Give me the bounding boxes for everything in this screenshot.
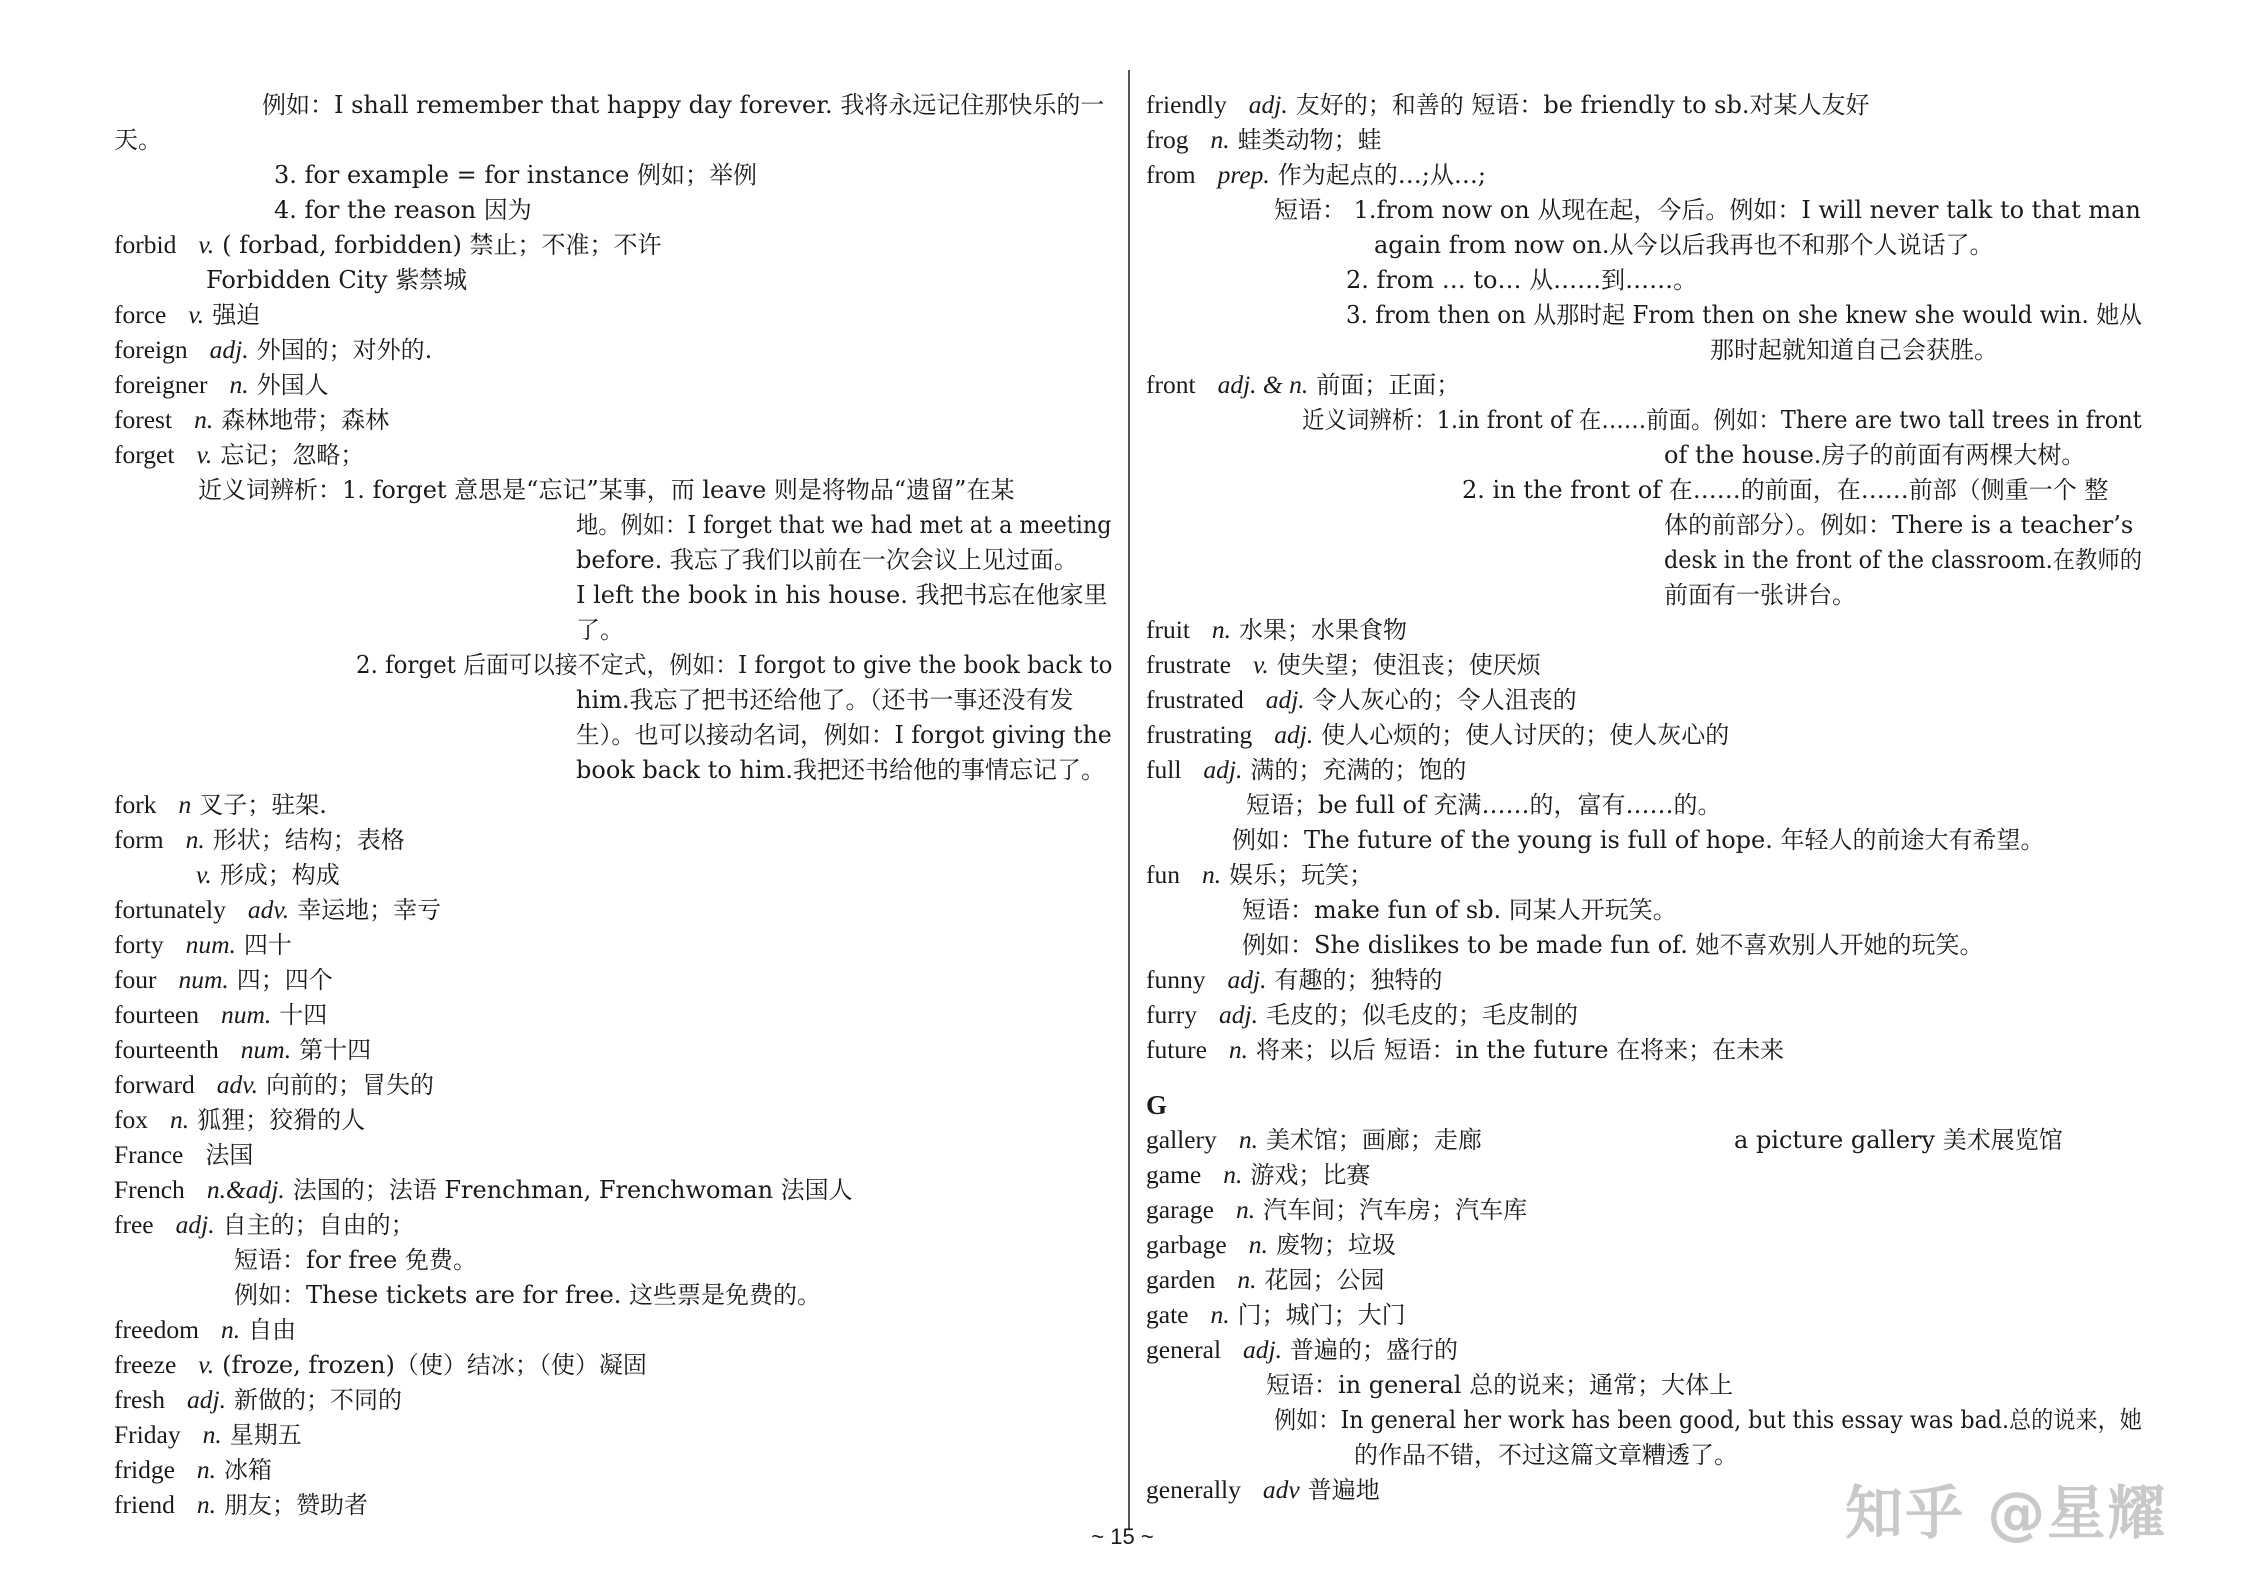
entry-continuation: [576, 578, 1108, 612]
headword: free: [114, 1210, 154, 1239]
dictionary-entry: [1146, 753, 1466, 787]
entry-continuation: [1274, 1403, 2142, 1437]
entry-continuation: [576, 508, 1111, 542]
definition-text: 例如：In general her work has been good, but this essay was bad.总的说来，她: [1274, 1406, 2142, 1434]
definition-text: 例如：These tickets are for free. 这些票是免费的。: [234, 1281, 821, 1309]
definition-text: 近义词辨析：1.in front of 在……前面。例如：There are two tall trees in front: [1302, 406, 2142, 434]
part-of-speech: n.: [196, 1490, 217, 1519]
dictionary-entry: [114, 438, 364, 472]
entry-continuation: [1354, 1438, 1738, 1472]
definition-text: 例如：I shall remember that happy day forever. 我将永远记住那快乐的一: [262, 91, 1105, 119]
definition-text: 四十: [243, 931, 292, 959]
dictionary-entry: [1146, 1193, 1527, 1227]
part-of-speech: n.: [1211, 615, 1232, 644]
headword: frog: [1146, 125, 1189, 154]
entry-continuation: [1462, 473, 2108, 507]
entry-continuation: [1266, 1368, 1733, 1402]
entry-continuation: [576, 613, 624, 647]
dictionary-entry: [1146, 1033, 1784, 1067]
headword: game: [1146, 1160, 1202, 1189]
headword: forget: [114, 440, 175, 469]
column-divider: [1128, 70, 1130, 1530]
definition-text: 自由: [248, 1316, 297, 1344]
definition-text: 2. from … to… 从……到……。: [1346, 266, 1698, 294]
headword: gallery: [1146, 1125, 1217, 1154]
dictionary-entry: [1146, 648, 1541, 682]
headword: garbage: [1146, 1230, 1227, 1259]
entry-continuation: [1710, 333, 1998, 367]
definition-text: (froze, frozen)（使）结冰；（使）凝固: [222, 1351, 647, 1379]
part-of-speech: adj.: [1274, 720, 1314, 749]
headword: fourteenth: [114, 1035, 219, 1064]
definition-text: 令人灰心的；令人沮丧的: [1312, 686, 1577, 714]
entry-continuation: [1664, 508, 2133, 542]
part-of-speech: n.: [229, 370, 249, 399]
definition-text: Forbidden City 紫禁城: [206, 266, 468, 294]
definition-text: 形成；构成: [219, 861, 340, 889]
definition-text: him.我忘了把书还给他了。（还书一事还没有发: [576, 686, 1074, 714]
definition-text: 短语： 1.from now on 从现在起，今后。例如：I will never talk to that man: [1274, 196, 2141, 224]
definition-text: 外国人: [256, 371, 329, 399]
entry-continuation: [198, 473, 1014, 507]
part-of-speech: adj.: [1203, 755, 1243, 784]
definition-text: 满的；充满的；饱的: [1250, 756, 1467, 784]
definition-text: again from now on.从今以后我再也不和那个人说话了。: [1374, 231, 1994, 259]
headword: forty: [114, 930, 164, 959]
definition-text: 毛皮的；似毛皮的；毛皮制的: [1265, 1001, 1578, 1029]
definition-text: ( forbad, forbidden) 禁止；不准；不许: [222, 231, 662, 259]
definition-text: 4. for the reason 因为: [274, 196, 532, 224]
part-of-speech: num.: [178, 965, 229, 994]
dictionary-entry: [114, 1173, 853, 1207]
dictionary-entry: [114, 823, 405, 857]
definition-text: 3. for example = for instance 例如；举例: [274, 161, 757, 189]
headword: four: [114, 965, 157, 994]
part-of-speech: n.: [1223, 1160, 1243, 1189]
part-of-speech: adj. & n.: [1217, 370, 1309, 399]
definition-text: 那时起就知道自己会获胜。: [1710, 336, 1998, 364]
headword: France: [114, 1140, 184, 1169]
headword: fun: [1146, 860, 1180, 889]
dictionary-entry: [114, 788, 327, 822]
entry-continuation: [1232, 823, 2044, 857]
part-of-speech: n.: [1228, 1035, 1249, 1064]
part-of-speech: n.: [1238, 1125, 1258, 1154]
definition-text: 花园；公园: [1264, 1266, 1385, 1294]
definition-text: 近义词辨析：1. forget 意思是“忘记”某事，而 leave 则是将物品“遗留”在某: [198, 476, 1015, 504]
headword: force: [114, 300, 167, 329]
part-of-speech: n.: [1235, 1195, 1256, 1224]
dictionary-entry: [1146, 963, 1442, 997]
entry-continuation: [1664, 543, 2142, 577]
definition-text: 幸运地；幸亏: [297, 896, 442, 924]
dictionary-entry: [114, 1383, 402, 1417]
dictionary-entry: [114, 368, 329, 402]
part-of-speech: adj.: [1218, 1000, 1258, 1029]
definition-text: 普遍地: [1307, 1476, 1380, 1504]
entry-continuation: [1664, 578, 1856, 612]
definition-text: I left the book in his house. 我把书忘在他家里: [576, 581, 1108, 609]
section-letter: G: [1146, 1090, 1168, 1120]
dictionary-entry: [114, 893, 441, 927]
definition-text: 的作品不错，不过这篇文章糟透了。: [1354, 1441, 1738, 1469]
headword: friend: [114, 1490, 175, 1519]
part-of-speech: num.: [185, 930, 236, 959]
part-of-speech: num.: [240, 1035, 292, 1064]
definition-text: 废物；垃圾: [1275, 1231, 1396, 1259]
definition-text: 例如：The future of the young is full of hope. 年轻人的前途大有希望。: [1232, 826, 2045, 854]
dictionary-entry: [114, 1138, 253, 1172]
part-of-speech: adj.: [175, 1210, 215, 1239]
definition-text: 形状；结构；表格: [212, 826, 405, 854]
dictionary-entry: [114, 1033, 371, 1067]
definition-text: 游戏；比赛: [1250, 1161, 1371, 1189]
definition-text: 水果；水果食物: [1239, 616, 1408, 644]
definition-text: 门；城门；大门: [1237, 1301, 1406, 1329]
part-of-speech: adj.: [1265, 685, 1305, 714]
dictionary-entry: [114, 1208, 415, 1242]
dictionary-entry: [1146, 613, 1407, 647]
headword: fresh: [114, 1385, 165, 1414]
part-of-speech: n.: [185, 825, 205, 854]
part-of-speech: v.: [1252, 650, 1269, 679]
dictionary-entry: [1146, 718, 1729, 752]
part-of-speech: n.: [1237, 1265, 1257, 1294]
definition-text: 短语：make fun of sb. 同某人开玩笑。: [1242, 896, 1677, 924]
dictionary-entry: [114, 1348, 647, 1382]
definition-text: 作为起点的…;从…;: [1277, 161, 1486, 189]
headword: garage: [1146, 1195, 1214, 1224]
headword: freeze: [114, 1350, 177, 1379]
entry-continuation: [234, 1278, 821, 1312]
dictionary-entry: [114, 1418, 302, 1452]
dictionary-entry: [114, 403, 389, 437]
headword: forward: [114, 1070, 195, 1099]
part-of-speech: adj.: [186, 1385, 226, 1414]
part-of-speech: adj.: [1227, 965, 1267, 994]
dictionary-entry: [1146, 1298, 1406, 1332]
entry-continuation: [356, 648, 1112, 682]
definition-text: 十四: [279, 1001, 328, 1029]
entry-continuation: [576, 718, 1112, 752]
headword: full: [1146, 755, 1182, 784]
entry-continuation: [1242, 893, 1677, 927]
part-of-speech: n.: [1210, 125, 1230, 154]
headword: garden: [1146, 1265, 1216, 1294]
dictionary-entry: [114, 1453, 272, 1487]
dictionary-entry: [1146, 123, 1382, 157]
definition-text: 第十四: [299, 1036, 372, 1064]
headword: fork: [114, 790, 157, 819]
entry-continuation: [274, 193, 532, 227]
headword: foreign: [114, 335, 188, 364]
part-of-speech: adj.: [1248, 90, 1288, 119]
dictionary-entry: [114, 1103, 365, 1137]
dictionary-entry: [1146, 1263, 1385, 1297]
headword: fourteen: [114, 1000, 199, 1029]
dictionary-entry: [114, 228, 661, 262]
definition-text: book back to him.我把还书给他的事情忘记了。: [576, 756, 1105, 784]
entry-continuation: [234, 1243, 477, 1277]
definition-text: 使人心烦的；使人讨厌的；使人灰心的: [1321, 721, 1730, 749]
definition-text: 叉子；驻架.: [199, 791, 327, 819]
definition-text: 蛙类动物；蛙: [1237, 126, 1382, 154]
part-of-speech: num.: [220, 1000, 272, 1029]
headword: funny: [1146, 965, 1206, 994]
dictionary-entry: [1146, 683, 1577, 717]
definition-text: 新做的；不同的: [233, 1386, 402, 1414]
definition-text: 强迫: [212, 301, 261, 329]
definition-text: 短语：in general 总的说来；通常；大体上: [1266, 1371, 1734, 1399]
dictionary-entry: [1146, 1333, 1458, 1367]
part-of-speech: v.: [198, 1350, 215, 1379]
part-of-speech: v.: [196, 860, 212, 889]
dictionary-entry: [1146, 998, 1578, 1032]
entry-continuation: [1346, 298, 2142, 332]
dictionary-entry: [1146, 858, 1373, 892]
dictionary-entry: [1146, 1228, 1396, 1262]
part-of-speech: n.: [196, 1455, 217, 1484]
definition-text: 法国的；法语 Frenchman, Frenchwoman 法国人: [292, 1176, 853, 1204]
definition-text: 前面有一张讲台。: [1664, 581, 1856, 609]
dictionary-entry: [1146, 1123, 1482, 1157]
part-of-speech: adj.: [209, 335, 249, 364]
entry-continuation: [1242, 928, 1983, 962]
dictionary-entry: [114, 963, 333, 997]
section-heading: [1146, 1088, 1167, 1123]
definition-text: 天。: [114, 126, 162, 154]
headword: frustrated: [1146, 685, 1244, 714]
entry-continuation: [1664, 438, 2085, 472]
definition-text: 森林地带；森林: [221, 406, 390, 434]
watermark: 知乎 @星耀: [1845, 1479, 2168, 1547]
part-of-speech: v.: [198, 230, 215, 259]
definition-text: 汽车间；汽车房；汽车库: [1263, 1196, 1528, 1224]
definition-text: 了。: [576, 616, 624, 644]
entry-continuation: [1346, 263, 1697, 297]
definition-text: 短语：for free 免费。: [234, 1246, 477, 1274]
headword: generally: [1146, 1475, 1241, 1504]
part-of-speech: adv.: [216, 1070, 259, 1099]
definition-text: a picture gallery 美术展览馆: [1734, 1126, 2063, 1154]
headword: general: [1146, 1335, 1222, 1364]
part-of-speech: adv.: [247, 895, 290, 924]
definition-text: before. 我忘了我们以前在一次会议上见过面。: [576, 546, 1078, 574]
entry-continuation: [1374, 228, 1994, 262]
definition-text: 四；四个: [236, 966, 333, 994]
dictionary-entry: [1146, 368, 1460, 402]
definition-text: desk in the front of the classroom.在教师的: [1664, 546, 2143, 574]
entry-continuation: [114, 123, 162, 157]
part-of-speech: n.: [170, 1105, 190, 1134]
definition-text: 冰箱: [224, 1456, 273, 1484]
definition-text: 前面；正面；: [1316, 371, 1461, 399]
headword: frustrating: [1146, 720, 1253, 749]
page-number: ~ 15 ~: [1091, 1524, 1154, 1549]
definition-text: 生）。也可以接动名词，例如：I forgot giving the: [576, 721, 1112, 749]
entry-continuation: [576, 543, 1078, 577]
part-of-speech: n.: [194, 405, 214, 434]
dictionary-entry: [114, 298, 260, 332]
part-of-speech: n.: [220, 1315, 241, 1344]
headword: furry: [1146, 1000, 1197, 1029]
headword: friendly: [1146, 90, 1227, 119]
definition-text: 例如：She dislikes to be made fun of. 她不喜欢别人开她的玩笑。: [1242, 931, 1984, 959]
entry-continuation: [576, 683, 1074, 717]
part-of-speech: n.: [1210, 1300, 1230, 1329]
part-of-speech: n.: [1248, 1230, 1268, 1259]
dictionary-entry: [114, 928, 292, 962]
dictionary-entry: [114, 998, 327, 1032]
headword: gate: [1146, 1300, 1189, 1329]
definition-text: 地。例如：I forget that we had met at a meeting: [576, 511, 1112, 539]
definition-text: 2. forget 后面可以接不定式，例如：I forgot to give the book back to: [356, 651, 1113, 679]
definition-text: 忘记；忽略；: [220, 441, 365, 469]
definition-text: 狐狸；狡猾的人: [197, 1106, 366, 1134]
definition-text: 星期五: [229, 1421, 302, 1449]
definition-text: 向前的；冒失的: [266, 1071, 435, 1099]
headword: front: [1146, 370, 1196, 399]
headword: future: [1146, 1035, 1207, 1064]
headword: fox: [114, 1105, 148, 1134]
entry-continuation: [1302, 403, 2142, 437]
entry-continuation: [576, 753, 1105, 787]
dictionary-entry: [114, 1068, 434, 1102]
definition-text: 友好的；和善的 短语：be friendly to sb.对某人友好: [1295, 91, 1870, 119]
entry-continuation: [262, 88, 1104, 122]
headword: frustrate: [1146, 650, 1231, 679]
entry-continuation: [1734, 1123, 2063, 1157]
definition-text: 3. from then on 从那时起 From then on she knew she would win. 她从: [1346, 301, 2143, 329]
part-of-speech: n.: [1202, 860, 1222, 889]
headword: forest: [114, 405, 173, 434]
entry-continuation: [206, 263, 467, 297]
headword: freedom: [114, 1315, 199, 1344]
part-of-speech: adj.: [1243, 1335, 1282, 1364]
definition-text: 自主的；自由的；: [222, 1211, 415, 1239]
headword: fridge: [114, 1455, 175, 1484]
dictionary-entry: [1146, 1473, 1380, 1507]
headword: French: [114, 1175, 185, 1204]
definition-text: 法国: [205, 1141, 254, 1169]
dictionary-entry: [114, 333, 432, 367]
part-of-speech: n: [178, 790, 192, 819]
entry-continuation: [274, 158, 757, 192]
definition-text: of the house.房子的前面有两棵大树。: [1664, 441, 2086, 469]
definition-text: 外国的；对外的.: [256, 336, 433, 364]
headword: foreigner: [114, 370, 208, 399]
headword: fortunately: [114, 895, 226, 924]
definition-text: 朋友；赞助者: [224, 1491, 369, 1519]
definition-text: 娱乐；玩笑；: [1229, 861, 1374, 889]
definition-text: 普遍的；盛行的: [1290, 1336, 1458, 1364]
part-of-speech: adv: [1262, 1475, 1300, 1504]
dictionary-entry: [1146, 158, 1486, 192]
definition-text: 2. in the front of 在……的前面，在……前部（侧重一个 整: [1462, 476, 2109, 504]
part-of-speech: v.: [196, 440, 213, 469]
definition-text: 将来；以后 短语：in the future 在将来；在未来: [1256, 1036, 1785, 1064]
entry-continuation: [1246, 788, 1721, 822]
part-of-speech: v.: [188, 300, 205, 329]
part-of-speech: n.&adj.: [206, 1175, 285, 1204]
part-of-speech: n.: [202, 1420, 222, 1449]
definition-text: 美术馆；画廊；走廊: [1265, 1126, 1482, 1154]
definition-text: 使失望；使沮丧；使厌烦: [1276, 651, 1541, 679]
headword: from: [1146, 160, 1196, 189]
definition-text: 体的前部分）。例如：There is a teacher’s: [1664, 511, 2134, 539]
dictionary-entry: [114, 1313, 296, 1347]
headword: forbid: [114, 230, 177, 259]
definition-text: 短语；be full of 充满……的，富有……的。: [1246, 791, 1722, 819]
dictionary-entry: [1146, 1158, 1370, 1192]
headword: Friday: [114, 1420, 181, 1449]
dictionary-entry: [114, 1488, 368, 1522]
headword: fruit: [1146, 615, 1190, 644]
entry-continuation: [1274, 193, 2141, 227]
dictionary-entry: [1146, 88, 1869, 122]
definition-text: 有趣的；独特的: [1274, 966, 1443, 994]
part-of-speech: prep.: [1217, 160, 1270, 189]
headword: form: [114, 825, 164, 854]
entry-continuation: [196, 858, 340, 892]
